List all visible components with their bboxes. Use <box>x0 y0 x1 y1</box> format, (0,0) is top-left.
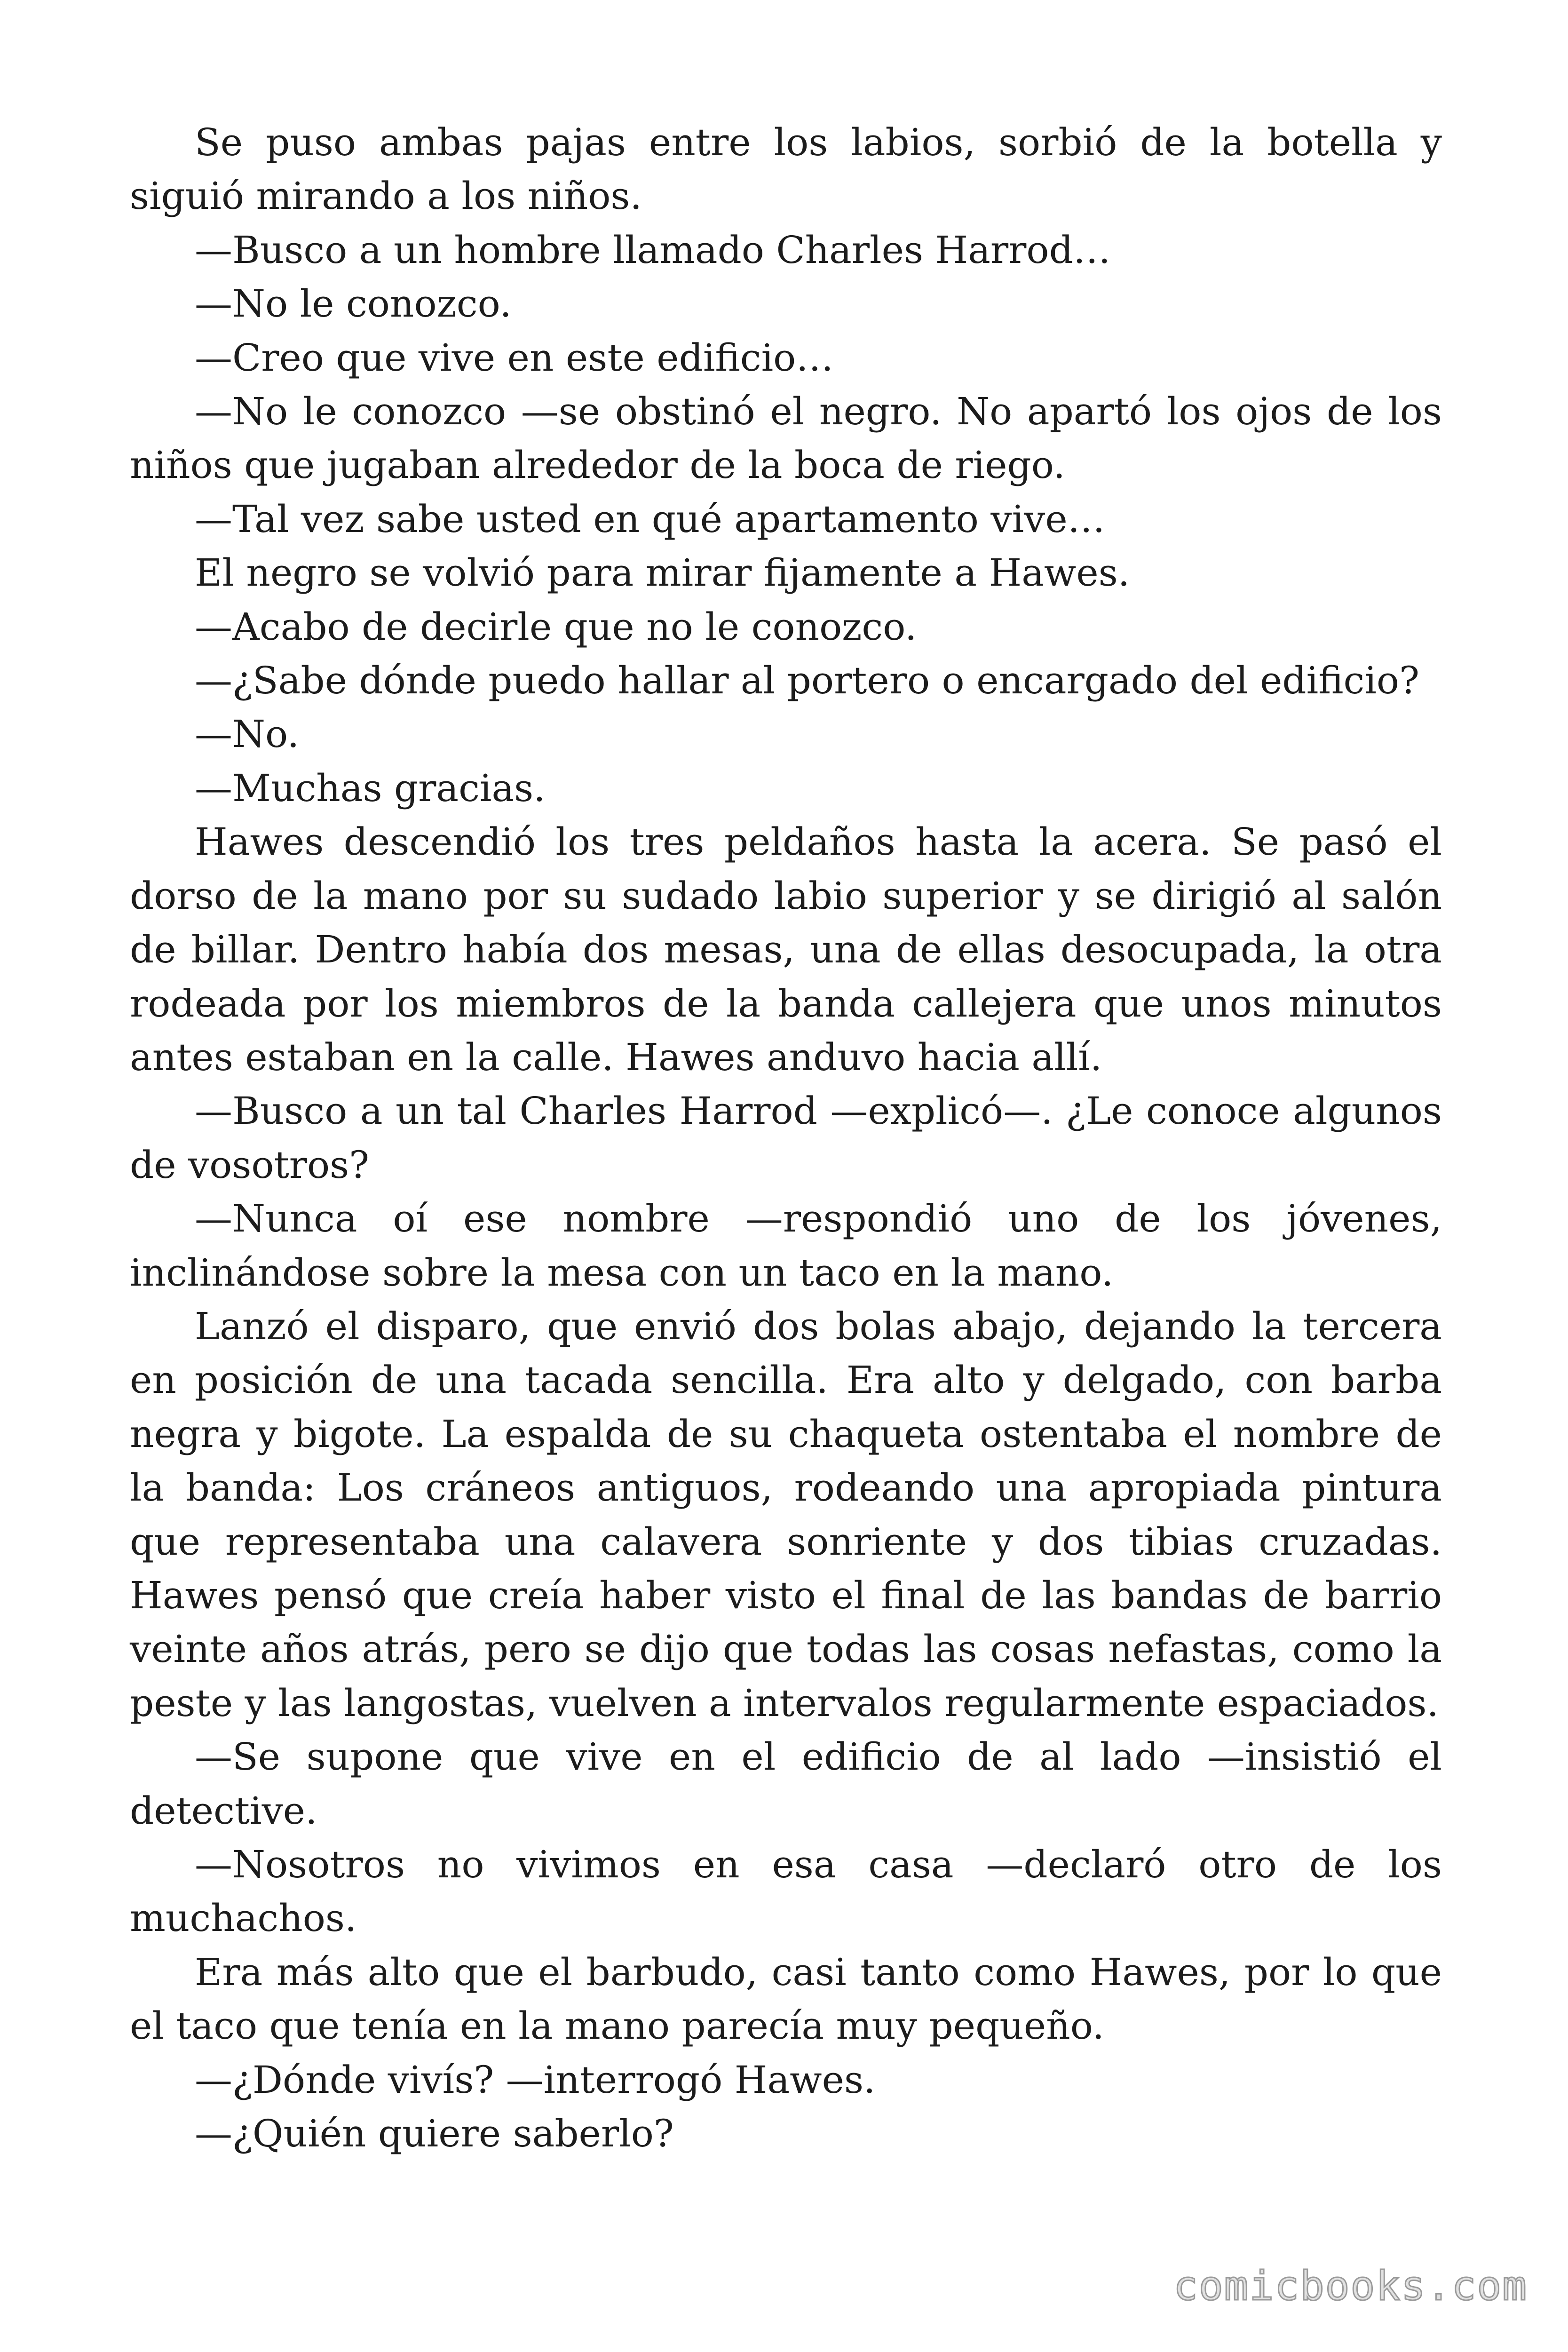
paragraph: —¿Sabe dónde puedo hallar al portero o encargado del edificio? <box>195 659 1419 703</box>
paragraph: —Nunca oí ese nombre —respondió uno de los jóvenes, inclinándose sobre la mesa con un taco en la mano. <box>130 1197 1442 1295</box>
paragraph: El negro se volvió para mirar fijamente a Hawes. <box>195 551 1130 595</box>
paragraph: Lanzó el disparo, que envió dos bolas abajo, dejando la tercera en posición de una tacada sencilla. Era alto y delgado, con barba negra y bigote. La espalda de su chaqueta ostentaba el nombre de la banda: Los cráneos antiguos, rodeando una apropiada pintura que representaba una calavera sonriente y dos tibias cruzadas. Hawes pensó que creía haber visto el final de las bandas de barrio veinte años atrás, pero se dijo que todas las cosas nefastas, como la peste y las langostas, vuelven a intervalos regularmente espaciados. <box>130 1304 1442 1725</box>
paragraph: —Muchas gracias. <box>195 766 546 810</box>
paragraph: Era más alto que el barbudo, casi tanto como Hawes, por lo que el taco que tenía en la mano parecía muy pequeño. <box>130 1950 1442 2048</box>
paragraph: —No. <box>195 712 300 756</box>
paragraph: —Busco a un tal Charles Harrod —explicó—. ¿Le conoce algunos de vosotros? <box>130 1089 1442 1187</box>
body-text <box>130 116 1442 2161</box>
paragraph: —Se supone que vive en el edificio de al lado —insistió el detective. <box>130 1735 1442 1833</box>
paragraph: —No le conozco —se obstinó el negro. No apartó los ojos de los niños que jugaban alrededor de la boca de riego. <box>130 389 1442 487</box>
paragraph: —Nosotros no vivimos en esa casa —declaró otro de los muchachos. <box>130 1843 1442 1940</box>
paragraph: —Busco a un hombre llamado Charles Harrod… <box>195 228 1111 272</box>
watermark: comicbooks.com <box>1173 2263 1528 2310</box>
paragraph: —¿Dónde vivís? —interrogó Hawes. <box>195 2058 876 2102</box>
paragraph: —Acabo de decirle que no le conozco. <box>195 604 917 649</box>
paragraph: —Creo que vive en este edificio… <box>195 335 834 380</box>
paragraph: —Tal vez sabe usted en qué apartamento vive… <box>195 497 1105 541</box>
paragraph: —¿Quién quiere saberlo? <box>195 2112 674 2156</box>
paragraph: —No le conozco. <box>195 282 512 326</box>
paragraph: Hawes descendió los tres peldaños hasta la acera. Se pasó el dorso de la mano por su sudado labio superior y se dirigió al salón de billar. Dentro había dos mesas, una de ellas desocupada, la otra rodeada por los miembros de la banda callejera que unos minutos antes estaban en la calle. Hawes anduvo hacia allí. <box>130 820 1442 1079</box>
paragraph: Se puso ambas pajas entre los labios, sorbió de la botella y siguió mirando a los niños. <box>130 120 1442 218</box>
